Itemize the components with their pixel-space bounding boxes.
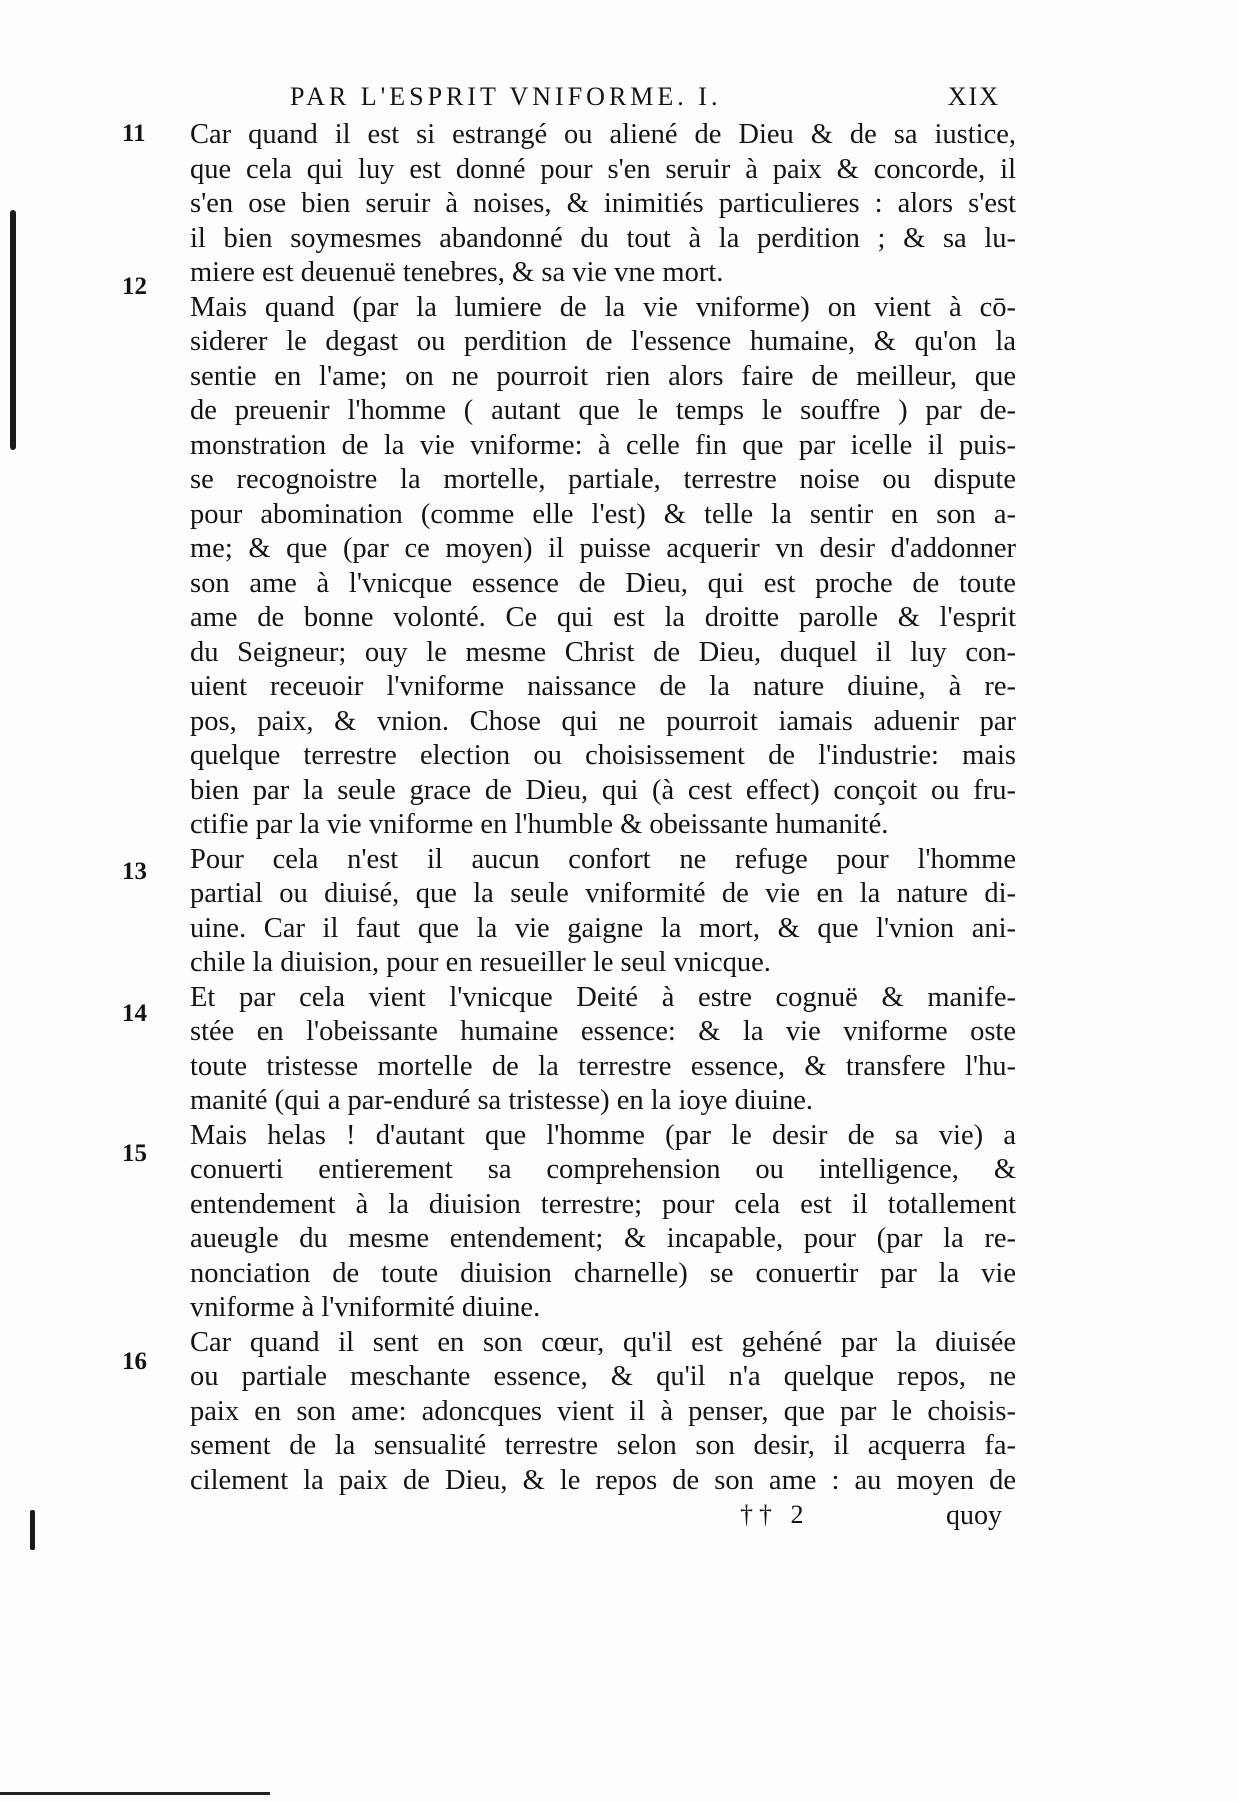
text-line: stée en l'obeissante humaine essence: & la vie vniforme oste [190, 1016, 1016, 1047]
binding-edge-mark [10, 210, 16, 450]
text-line: nonciation de toute diuision charnelle) se conuertir par la vie [190, 1257, 1016, 1289]
signature-mark: †† 2 [740, 1500, 810, 1529]
text-line: entendement à la diuision terrestre; pour cela est il totallement [190, 1188, 1016, 1220]
text-line: Car quand il est si estrangé ou aliené de Dieu & de sa iustice, [190, 119, 1016, 150]
text-line: chile la diuision, pour en resueiller le seul vnicque. [190, 947, 771, 978]
body-text [190, 118, 1016, 1498]
text-line: uient receuoir l'vniforme naissance de la nature diuine, à re- [190, 671, 1016, 702]
verse-number: 13 [122, 858, 147, 885]
verse-number: 14 [122, 1000, 147, 1027]
text-line: Car quand il sent en son cœur, qu'il est gehéné par la diuisée [190, 1326, 1016, 1358]
text-line: conuerti entierement sa comprehension ou intelligence, & [190, 1154, 1016, 1185]
text-line: Mais quand (par la lumiere de la vie vniforme) on vient à cō- [190, 291, 1016, 323]
text-line: uine. Car il faut que la vie gaigne la mort, & que l'vnion ani- [190, 912, 1016, 944]
folio-number: XIX [947, 82, 1000, 111]
binding-edge-mark-lower [30, 1510, 35, 1550]
text-line: pour abomination (comme elle l'est) & telle la sentir en son a- [190, 498, 1016, 530]
text-line: manité (qui a par-enduré sa tristesse) en la ioye diuine. [190, 1085, 814, 1116]
text-line: il bien soymesmes abandonné du tout à la perdition ; & sa lu- [190, 222, 1016, 254]
text-line: aueugle du mesme entendement; & incapable, pour (par la re- [190, 1223, 1016, 1254]
verse-number: 11 [122, 120, 146, 147]
text-line: du Seigneur; ouy le mesme Christ de Dieu, duquel il luy con- [190, 636, 1016, 668]
text-line: se recognoistre la mortelle, partiale, terrestre noise ou dispute [190, 464, 1016, 495]
text-line: ame de bonne volonté. Ce qui est la droitte parolle & l'esprit [190, 602, 1016, 633]
page-header [290, 82, 1000, 118]
text-line: ou partiale meschante essence, & qu'il n'a quelque repos, ne [190, 1361, 1016, 1392]
text-line: s'en ose bien seruir à noises, & inimitiés particulieres : alors s'est [190, 188, 1016, 219]
text-line: sement de la sensualité terrestre selon son desir, il acquerra fa- [190, 1430, 1016, 1461]
text-line: toute tristesse mortelle de la terrestre essence, & transfere l'hu- [190, 1050, 1016, 1082]
verse-number: 12 [122, 273, 147, 300]
text-line: Mais helas ! d'autant que l'homme (par le desir de sa vie) a [190, 1119, 1016, 1151]
text-line: quelque terrestre election ou choisissement de l'industrie: mais [190, 740, 1016, 771]
text-line: vniforme à l'vniformité diuine. [190, 1292, 541, 1323]
text-line: Et par cela vient l'vnicque Deité à estre cognuë & manife- [190, 981, 1016, 1013]
text-line: que cela qui luy est donné pour s'en seruir à paix & concorde, il [190, 153, 1016, 185]
text-line: cilement la paix de Dieu, & le repos de son ame : au moyen de [190, 1464, 1016, 1496]
bottom-edge-rule [0, 1792, 270, 1795]
text-line: siderer le degast ou perdition de l'essence humaine, & qu'on la [190, 326, 1016, 357]
text-line: pos, paix, & vnion. Chose qui ne pourroit iamais aduenir par [190, 705, 1016, 737]
text-line: ctifie par la vie vniforme en l'humble & obeissante humanité. [190, 809, 889, 840]
catchword: quoy [946, 1500, 1002, 1531]
text-line: son ame à l'vnicque essence de Dieu, qui est proche de toute [190, 567, 1016, 599]
text-line: monstration de la vie vniforme: à celle fin que par icelle il puis- [190, 429, 1016, 461]
text-line: partial ou diuisé, que la seule vniformité de vie en la nature di- [190, 878, 1016, 909]
text-line: bien par la seule grace de Dieu, qui (à cest effect) conçoit ou fru- [190, 774, 1016, 806]
text-line: miere est deuenuë tenebres, & sa vie vne mort. [190, 257, 724, 288]
text-line: Pour cela n'est il aucun confort ne refuge pour l'homme [190, 843, 1016, 875]
text-line: paix en son ame: adoncques vient il à penser, que par le choisis- [190, 1395, 1016, 1427]
text-line: me; & que (par ce moyen) il puisse acquerir vn desir d'addonner [190, 533, 1016, 564]
verse-number: 16 [122, 1348, 147, 1375]
running-title: PAR L'ESPRIT VNIFORME. I. [290, 82, 722, 111]
text-line: de preuenir l'homme ( autant que le temps le souffre ) par de- [190, 395, 1016, 426]
verse-number: 15 [122, 1140, 147, 1167]
text-line: sentie en l'ame; on ne pourroit rien alors faire de meilleur, que [190, 360, 1016, 392]
